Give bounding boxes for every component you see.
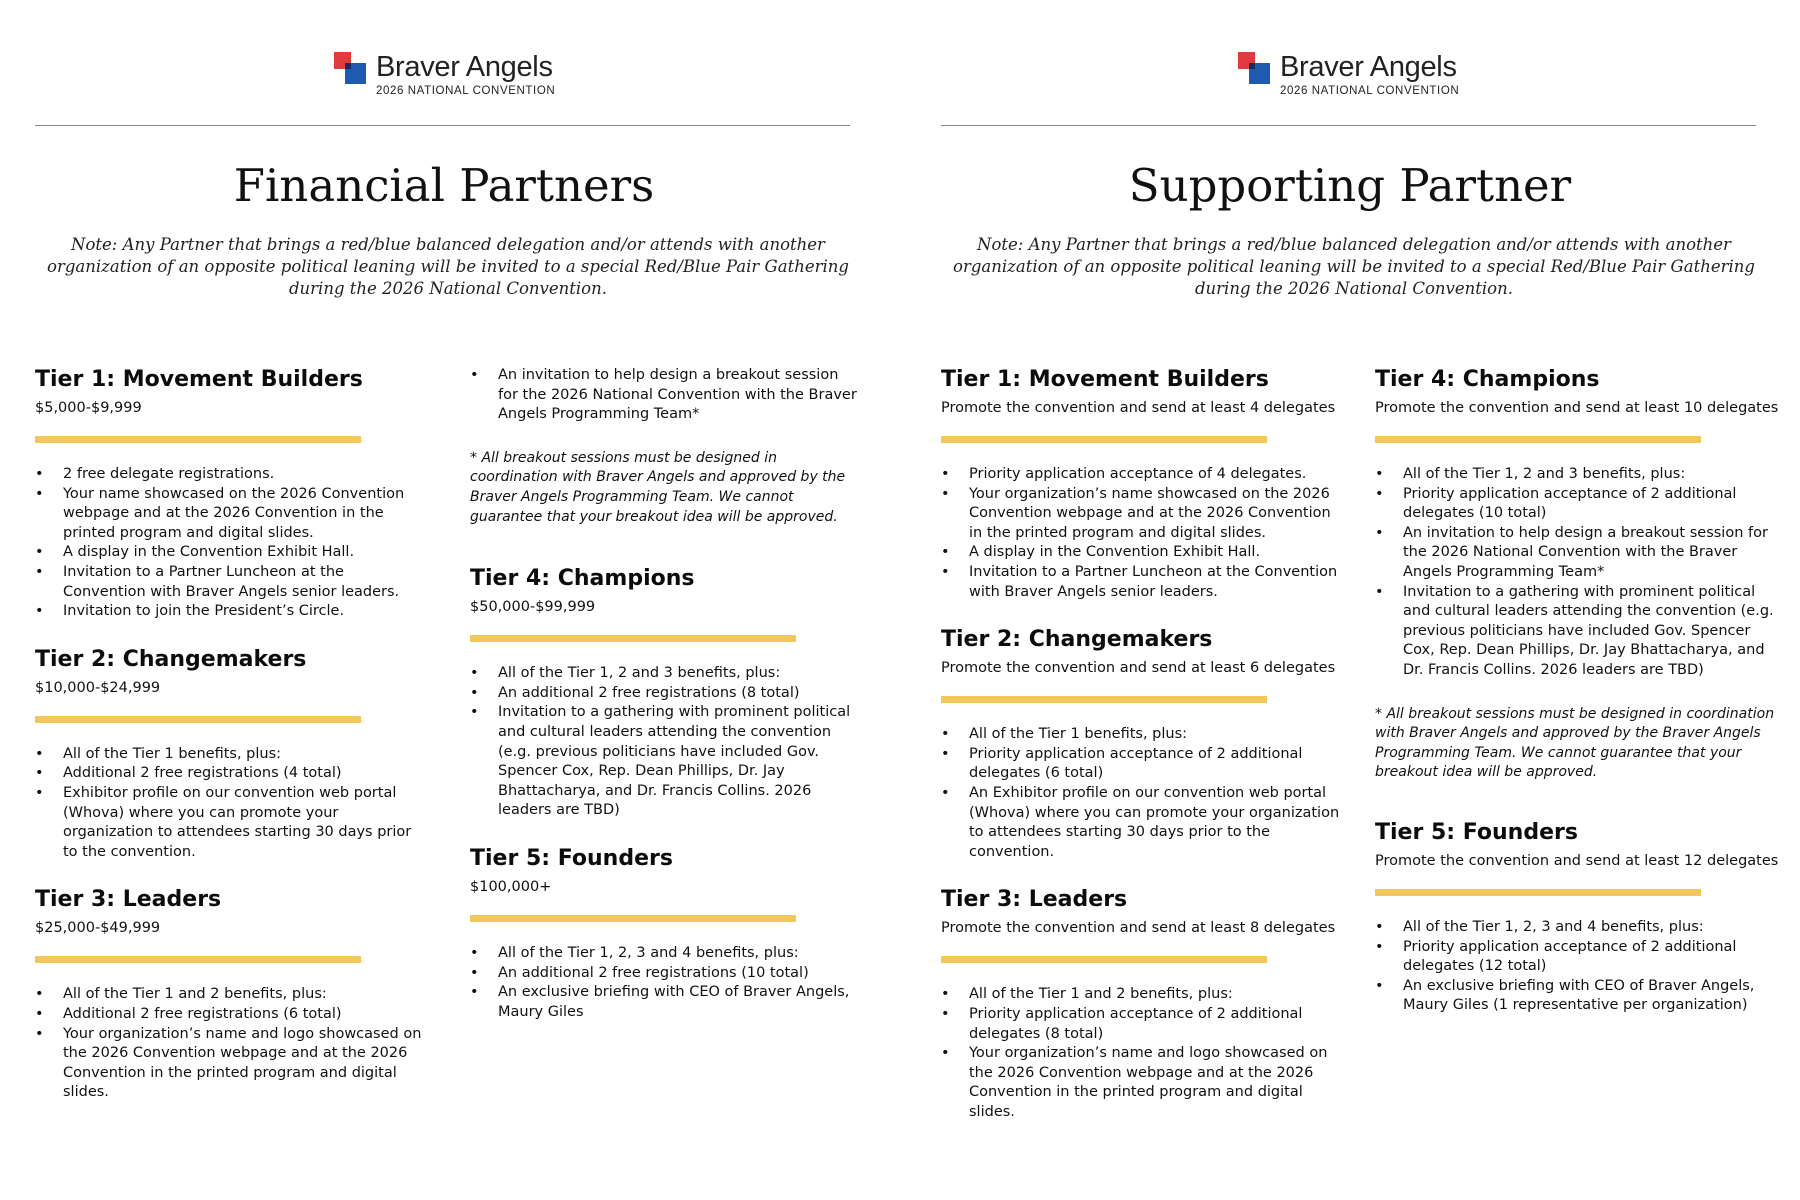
page-title: Financial Partners	[233, 159, 655, 212]
list-item: • Your organization’s name and logo showcased on the 2026 Convention webpage and at the 2026 Convention in the printed program and digital slides.	[35, 1025, 425, 1103]
pair-gathering-note: Note: Any Partner that brings a red/blue balanced delegation and/or attends with another organization of an opposite political leaning will be invited to a special Red/Blue Pair Gathering during the 2026 National Convention.	[47, 235, 849, 298]
tier-title: Tier 3: Leaders	[35, 887, 222, 913]
tier-divider-bar	[35, 956, 361, 963]
left-column	[35, 366, 425, 1127]
list-item: • Invitation to join the President’s Circle.	[35, 602, 425, 622]
list-item: • An exclusive briefing with CEO of Braver Angels, Maury Giles (1 representative per organization)	[1375, 977, 1780, 1016]
tier-3-continued-list	[470, 366, 860, 425]
tier-4-section	[470, 565, 860, 821]
tier-title: Tier 2: Changemakers	[35, 646, 307, 672]
list-item: • Invitation to a Partner Luncheon at the Convention with Braver Angels senior leaders.	[35, 563, 425, 602]
tier-divider-bar	[1375, 436, 1701, 443]
list-item: • Your name showcased on the 2026 Convention webpage and at the 2026 Convention in the printed program and digital slides.	[35, 485, 425, 544]
tier-title: Tier 5: Founders	[470, 845, 673, 871]
breakout-footnote: * All breakout sessions must be designed in coordination with Braver Angels and approved by the Braver Angels Programming Team. We cannot guarantee that your breakout idea will be approved.	[1375, 705, 1775, 781]
braver-angels-logo	[1238, 52, 1459, 98]
list-item: • Additional 2 free registrations (6 total)	[35, 1005, 425, 1025]
list-item: • Priority application acceptance of 2 additional delegates (12 total)	[1375, 938, 1780, 977]
list-item: • All of the Tier 1 benefits, plus:	[941, 725, 1341, 745]
tier-1-section	[941, 366, 1341, 602]
list-item: • All of the Tier 1, 2 and 3 benefits, plus:	[1375, 465, 1780, 485]
tier-divider-bar	[470, 915, 796, 922]
list-item: • Priority application acceptance of 2 additional delegates (10 total)	[1375, 485, 1780, 524]
list-item: • Exhibitor profile on our convention web portal (Whova) where you can promote your organization to attendees starting 30 days prior to the convention.	[35, 784, 425, 862]
list-item: • Priority application acceptance of 2 additional delegates (6 total)	[941, 745, 1341, 784]
list-item: • Additional 2 free registrations (4 total)	[35, 764, 425, 784]
tier-title: Tier 4: Champions	[470, 566, 695, 592]
left-column	[941, 366, 1341, 1146]
tier-price: $25,000-$49,999	[35, 920, 161, 937]
tier-divider-bar	[35, 716, 361, 723]
tier-price: $5,000-$9,999	[35, 400, 142, 416]
breakout-footnote: * All breakout sessions must be designed in coordination with Braver Angels and approved by the Braver Angels Programming Team. We cannot guarantee that your breakout idea will be approved.	[470, 449, 846, 525]
tier-requirement: Promote the convention and send at least 8 delegates	[941, 920, 1336, 937]
braver-angels-logo	[334, 52, 555, 98]
tier-divider-bar	[941, 436, 1267, 443]
list-item: • An exclusive briefing with CEO of Braver Angels, Maury Giles	[470, 983, 860, 1022]
list-item: • A display in the Convention Exhibit Hall.	[35, 543, 425, 563]
list-item: • Invitation to a gathering with prominent political and cultural leaders attending the convention (e.g. previous politicians have included Gov. Spencer Cox, Rep. Dean Phillips, Dr. Jay Bhattacharya, and Dr. Francis Collins. 2026 leaders are TBD)	[470, 703, 860, 821]
header-divider	[35, 125, 850, 126]
benefit-list	[1375, 465, 1780, 681]
benefit-list	[941, 725, 1341, 862]
tier-requirement: Promote the convention and send at least 4 delegates	[941, 400, 1336, 416]
tier-divider-bar	[941, 696, 1267, 703]
tier-title: Tier 3: Leaders	[941, 887, 1128, 913]
benefit-list	[35, 985, 425, 1103]
right-column	[470, 366, 860, 1046]
logo-mark-icon	[1238, 52, 1272, 86]
benefit-list	[941, 465, 1341, 602]
tier-divider-bar	[1375, 889, 1701, 896]
logo-name: Braver Angels	[376, 51, 553, 83]
list-item: • 2 free delegate registrations.	[35, 465, 425, 485]
list-item: • All of the Tier 1 benefits, plus:	[35, 745, 425, 765]
benefit-list	[35, 745, 425, 863]
tier-title: Tier 2: Changemakers	[941, 627, 1213, 653]
list-item: • All of the Tier 1 and 2 benefits, plus:	[35, 985, 425, 1005]
list-item: • Invitation to a Partner Luncheon at the Convention with Braver Angels senior leaders.	[941, 563, 1341, 602]
list-item: • An invitation to help design a breakout session for the 2026 National Convention with the Braver Angels Programming Team*	[1375, 524, 1780, 583]
benefit-list	[35, 465, 425, 622]
list-item: • All of the Tier 1, 2, 3 and 4 benefits, plus:	[1375, 918, 1780, 938]
tier-price: $50,000-$99,999	[470, 599, 596, 616]
tier-requirement: Promote the convention and send at least 12 delegates	[1375, 852, 1779, 869]
list-item: • A display in the Convention Exhibit Hall.	[941, 543, 1341, 563]
right-column	[1375, 366, 1780, 1040]
list-item: • An invitation to help design a breakout session for the 2026 National Convention with the Braver Angels Programming Team*	[470, 366, 860, 425]
benefit-list	[1375, 918, 1780, 1016]
page-title: Supporting Partner	[1128, 159, 1572, 212]
list-item: • Invitation to a gathering with prominent political and cultural leaders attending the convention (e.g. previous politicians have included Gov. Spencer Cox, Rep. Dean Phillips, Dr. Jay Bhattacharya, and Dr. Francis Collins. 2026 leaders are TBD)	[1375, 583, 1780, 681]
tier-price: $100,000+	[470, 878, 552, 895]
logo-name: Braver Angels	[1280, 51, 1457, 83]
tier-divider-bar	[470, 635, 796, 642]
list-item: • All of the Tier 1, 2 and 3 benefits, plus:	[470, 664, 860, 684]
tier-3-section	[941, 886, 1341, 1122]
list-item: • Priority application acceptance of 2 additional delegates (8 total)	[941, 1005, 1341, 1044]
logo-subtitle: 2026 NATIONAL CONVENTION	[1280, 85, 1460, 97]
list-item: • Your organization’s name and logo showcased on the 2026 Convention webpage and at the 2026 Convention in the printed program and digital slides.	[941, 1044, 1341, 1122]
tier-5-section	[470, 845, 860, 1022]
tier-requirement: Promote the convention and send at least 10 delegates	[1375, 400, 1779, 416]
list-item: • Priority application acceptance of 4 delegates.	[941, 465, 1341, 485]
supporting-partner-page	[900, 0, 1800, 1200]
benefit-list	[470, 944, 860, 1022]
list-item: • An additional 2 free registrations (10 total)	[470, 964, 860, 984]
tier-title: Tier 4: Champions	[1375, 367, 1600, 392]
tier-requirement: Promote the convention and send at least 6 delegates	[941, 660, 1336, 677]
logo-mark-icon	[334, 52, 368, 86]
tier-divider-bar	[35, 436, 361, 443]
tier-title: Tier 5: Founders	[1375, 819, 1578, 845]
list-item: • All of the Tier 1 and 2 benefits, plus:	[941, 985, 1341, 1005]
tier-1-section	[35, 366, 425, 622]
benefit-list	[941, 985, 1341, 1122]
tier-2-section	[941, 626, 1341, 862]
list-item: • An Exhibitor profile on our convention web portal (Whova) where you can promote your organization to attendees starting 30 days prior to the convention.	[941, 784, 1341, 862]
pair-gathering-note: Note: Any Partner that brings a red/blue balanced delegation and/or attends with another organization of an opposite political leaning will be invited to a special Red/Blue Pair Gathering during the 2026 National Convention.	[953, 235, 1755, 298]
tier-4-section	[1375, 366, 1780, 681]
tier-title: Tier 1: Movement Builders	[941, 367, 1269, 392]
header-divider	[941, 125, 1756, 126]
tier-divider-bar	[941, 956, 1267, 963]
tier-3-section	[35, 886, 425, 1103]
tier-price: $10,000-$24,999	[35, 679, 161, 696]
list-item: • An additional 2 free registrations (8 total)	[470, 684, 860, 704]
tier-title: Tier 1: Movement Builders	[35, 367, 363, 392]
list-item: • Your organization’s name showcased on the 2026 Convention webpage and at the 2026 Convention in the printed program and digital slides.	[941, 485, 1341, 544]
list-item: • All of the Tier 1, 2, 3 and 4 benefits, plus:	[470, 944, 860, 964]
logo-subtitle: 2026 NATIONAL CONVENTION	[376, 85, 556, 97]
tier-5-section	[1375, 819, 1780, 1016]
benefit-list	[470, 664, 860, 821]
tier-2-section	[35, 646, 425, 863]
